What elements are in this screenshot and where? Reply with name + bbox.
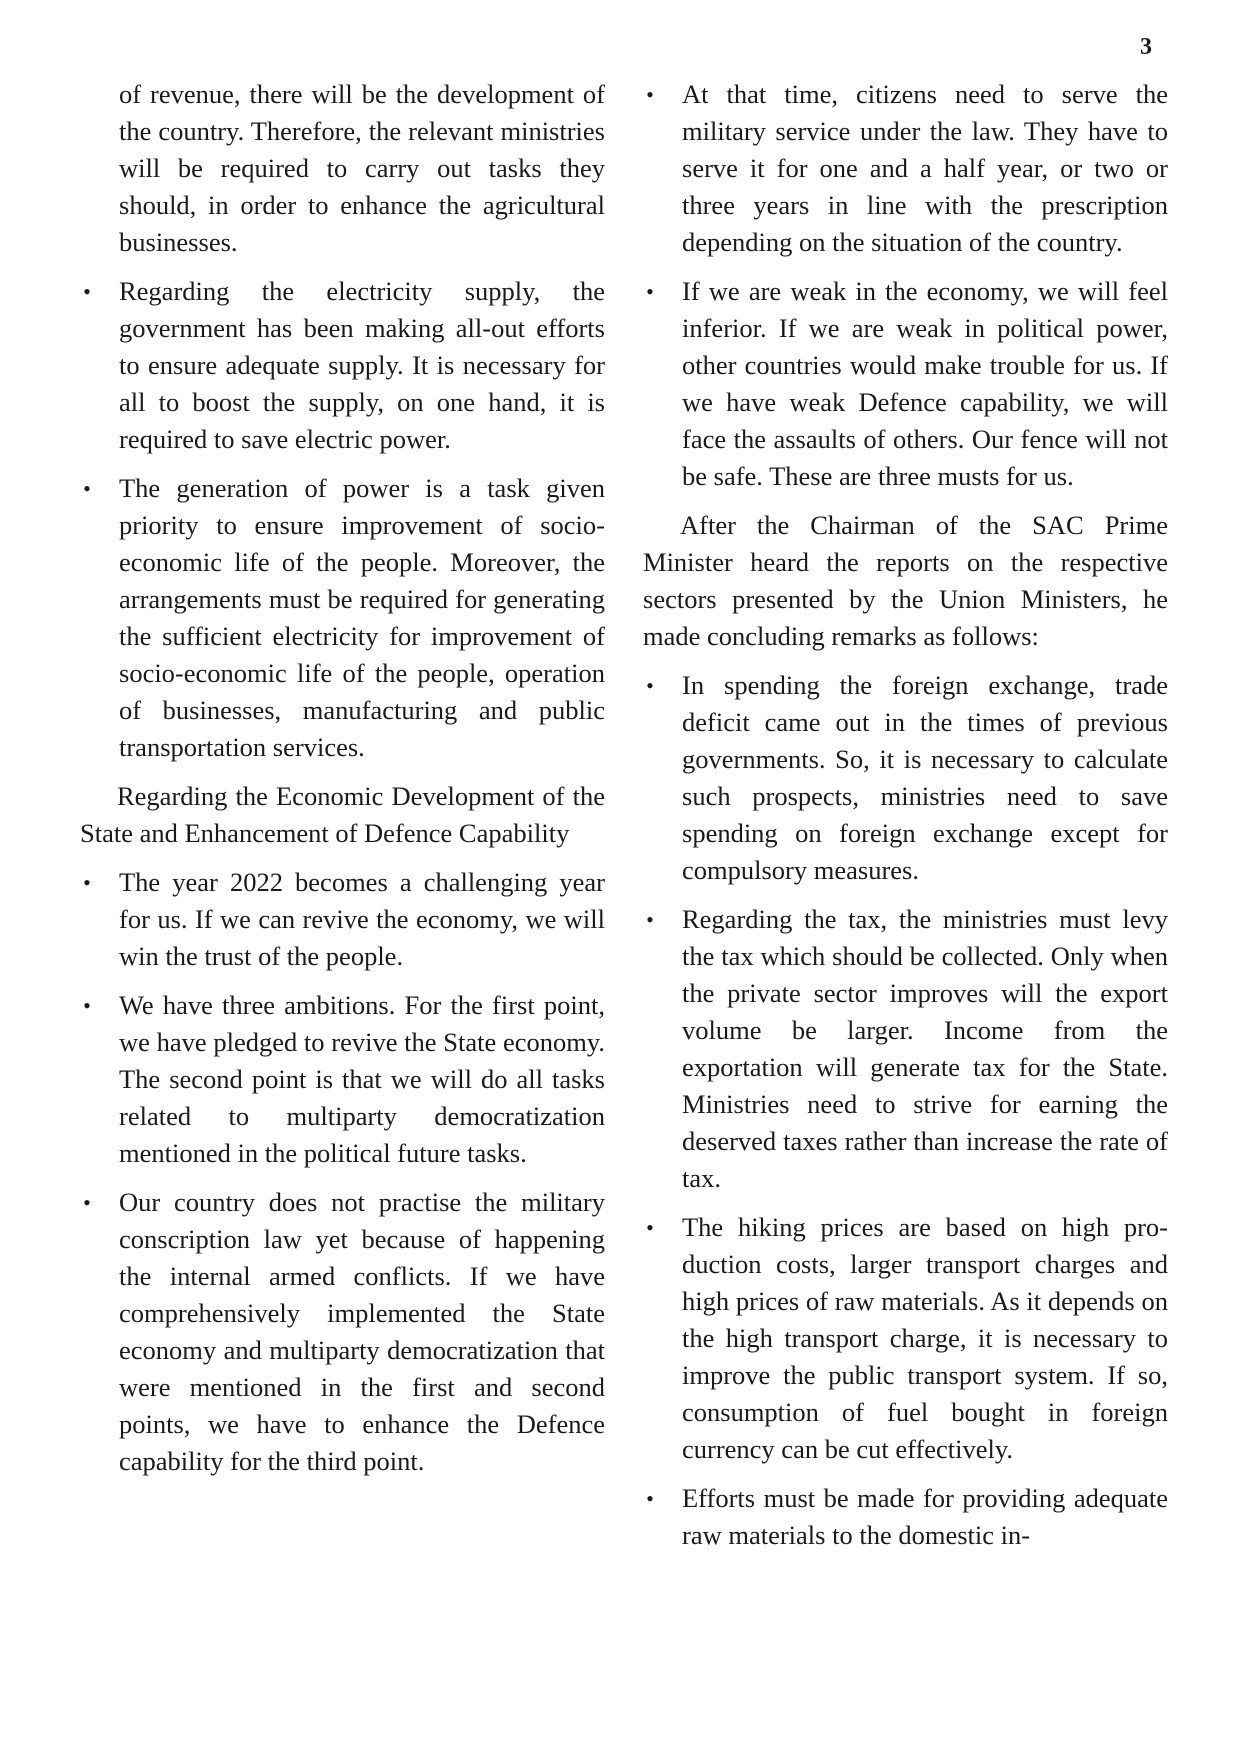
bullet-icon: • [646,279,654,304]
bullet-icon: • [646,907,654,932]
continued-paragraph: of revenue, there will be the development of the country. Therefore, the relevant ministries will be required to carry out tasks they should, in order to enhance the agricultural businesses. [119,79,605,257]
list-item: • We have three ambitions. For the first point, we have pledged to revive the State economy. The second point is that we will do all tasks related to multiparty democratization mentioned in the political future tasks. [80,987,605,1172]
bullet-list [80,273,605,766]
page-number: 3 [1140,34,1152,60]
bullet-icon: • [83,476,91,501]
bullet-icon: • [646,1486,654,1511]
list-item: • Regarding the electricity supply, the government has been making all-out efforts to ensure adequate supply. It is necessary for all to boost the supply, on one hand, it is required to save electric power. [80,273,605,458]
bullet-icon: • [83,279,91,304]
bullet-icon: • [646,82,654,107]
list-item: • The hiking prices are based on high production costs, larger transport charges and high prices of raw materials. As it depends on the high transport charge, it is necessary to improve the public transport system. If so, consumption of fuel bought in foreign currency can be cut effectively. [643,1209,1168,1468]
list-item: • At that time, citizens need to serve the military service under the law. They have to serve it for one and a half year, or two or three years in line with the prescription depending on the situation of the country. [643,76,1168,261]
bullet-icon: • [83,993,91,1018]
bullet-icon: • [83,870,91,895]
list-item: • Efforts must be made for providing adequate raw materials to the domestic in- [643,1480,1168,1554]
list-item: • Our country does not practise the military conscription law yet because of happening the internal armed conflicts. If we have comprehensively implemented the State economy and multiparty democratization that were mentioned in the first and second points, we have to enhance the Defence capability for the third point. [80,1184,605,1480]
list-item: • The year 2022 becomes a challenging year for us. If we can revive the economy, we will win the trust of the people. [80,864,605,975]
bullet-list [80,864,605,1480]
bullet-list [643,667,1168,1554]
list-item: • The generation of power is a task given priority to ensure improvement of socio-economic life of the people. Moreover, the arrangements must be required for generating the sufficient electricity for improvement of socio-economic life of the people, operation of businesses, manufacturing and public transportation services. [80,470,605,766]
list-item: • Regarding the tax, the ministries must levy the tax which should be collected. Only when the private sector improves will the export volume be larger. Income from the exportation will generate tax for the State. Ministries need to strive for earning the deserved taxes rather than increase the rate of tax. [643,901,1168,1197]
list-item: • If we are weak in the economy, we will feel inferior. If we are weak in political power, other countries would make trouble for us. If we have weak Defence capability, we will face the assaults of others. Our fence will not be safe. These are three musts for us. [643,273,1168,495]
concluding-remarks-paragraph: After the Chairman of the SAC Prime Minister heard the reports on the respective sectors presented by the Union Ministers, he made concluding remarks as follows: [643,510,1168,651]
bullet-icon: • [646,1215,654,1240]
list-item: • In spending the foreign exchange, trade deficit came out in the times of previous governments. So, it is necessary to calculate such prospects, ministries need to save spending on foreign exchange except for compulsory measures. [643,667,1168,889]
bullet-icon: • [83,1190,91,1215]
right-column [643,76,1168,1566]
section-paragraph: Regarding the Economic Development of the State and Enhancement of Defence Capability [80,781,605,848]
bullet-list [643,76,1168,495]
bullet-icon: • [646,673,654,698]
left-column [80,76,605,1492]
